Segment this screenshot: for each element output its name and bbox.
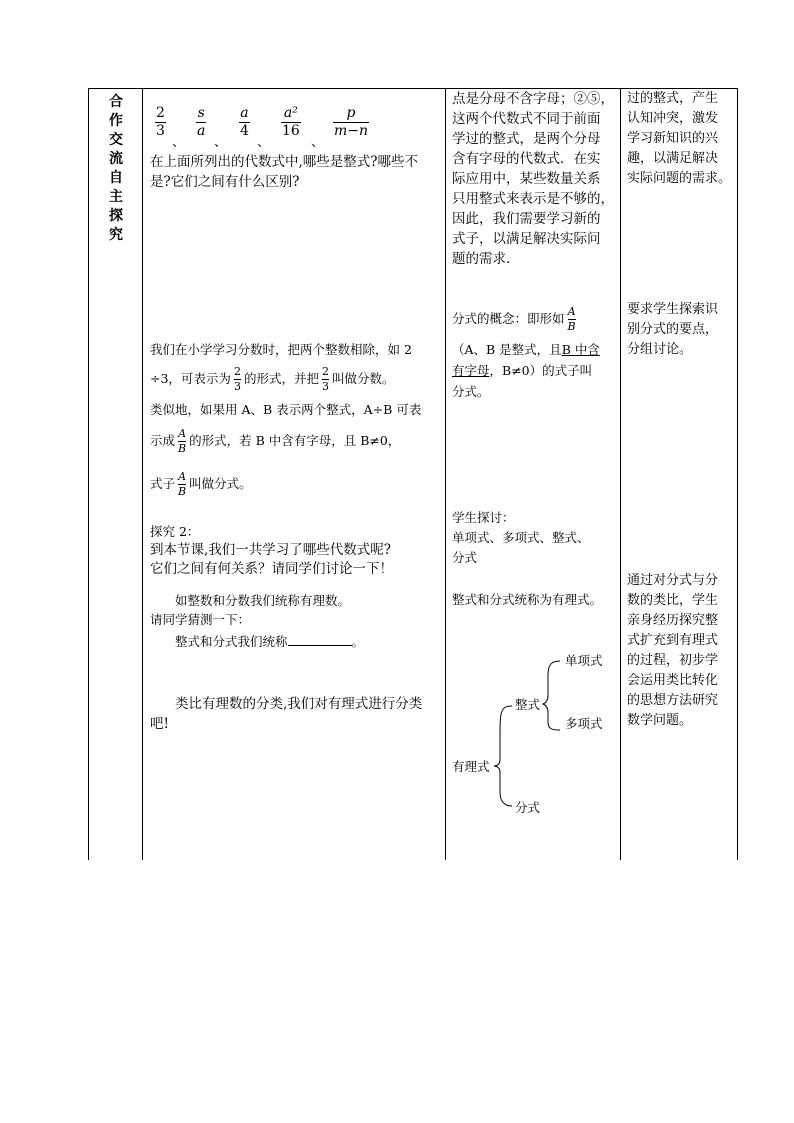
inline-fraction-A-B: $\frac{A}{B}$ [178, 427, 187, 455]
fraction-a-4: a 4 [240, 105, 249, 139]
intent-block-3: 通过对分式与分 数的类比，学生 亲身经历探究整 式扩充到有理式 的过程，初步学 会运用类比转化 的思想方法研究 数学问题。 [627, 573, 719, 728]
question-text: 在上面所列出的代数式中,哪些是整式?哪些不 是?它们之间有什么区别? [150, 154, 419, 190]
fraction-2-3: 2 3 [156, 105, 165, 139]
discussion-text: 学生探讨： 单项式、多项式、整式、 分式 [452, 510, 590, 565]
intent-block-1: 过的整式，产生 认知冲突，激发 学习新知识的兴 趣，以满足解决 实际问题的需求。 [627, 91, 732, 186]
collective-name: 整式和分式统称为有理式。 [452, 592, 603, 607]
concept-text: （A、B 是整式，且B 中含 有字母，B≠0）的式子叫 分式。 [452, 342, 600, 399]
fraction-p-m-n: p m−n [334, 105, 369, 139]
explore-title: 探究 2： [150, 524, 200, 539]
tree-branch-integral: 整式 [515, 697, 541, 712]
fill-in-question: 整式和分式我们统称 。 [175, 634, 365, 649]
stage-label: 合 作 交 流 自 主 探 究 [109, 94, 123, 243]
analogy-line-2: ÷3，可表示为 $\frac{2}{3}$ 的形式，并把 $\frac{2}{3}$ 叫做分数。 [150, 365, 395, 393]
separator: 、 [257, 135, 271, 150]
separator: 、 [172, 135, 186, 150]
explore-text: 到本节课,我们一共学习了哪些代数式呢? 它们之间有何关系？请同学们讨论一下！ [150, 542, 393, 577]
separator: 、 [214, 135, 228, 150]
explore-note-1: 如整数和分数我们统称有理数。 [175, 593, 351, 608]
tree-leaf-polynomial: 多项式 [565, 716, 603, 731]
classify-text: 类比有理数的分类,我们对有理式进行分类 吧! [150, 696, 423, 732]
tree-root-rational: 有理式 [452, 759, 490, 774]
tree-leaf-monomial: 单项式 [565, 653, 603, 668]
separator: 、 [311, 135, 325, 150]
brace-integral [543, 661, 560, 730]
intent-block-2: 要求学生探索识 别分式的要点， 分组讨论。 [627, 302, 719, 357]
analogy-line-5: 式子 $\frac{A}{B}$ 叫做分式。 [150, 470, 252, 498]
inline-fraction-A-B: $\frac{A}{B}$ [567, 305, 576, 333]
fraction-a2-16: a² 16 [282, 105, 300, 139]
concept-line-1: 分式的概念：即形如 $\frac{A}{B}$ [452, 305, 576, 333]
analogy-line-3: 类似地，如果用 A、B 表示两个整式，A÷B 可表 [150, 402, 422, 417]
fraction-s-a: s a [197, 105, 206, 139]
tree-branch-fractional: 分式 [515, 800, 541, 815]
brace-root [494, 706, 512, 806]
analogy-line-4: 示成 $\frac{A}{B}$ 的形式，若 B 中含有字母，且 B≠0， [150, 427, 401, 455]
analogy-line-1: 我们在小学学习分数时，把两个整数相除，如 2 [150, 342, 412, 357]
explore-note-2: 请同学猜测一下： [150, 612, 251, 627]
analysis-text: 点是分母不含字母；②⑤， 这两个代数式不同于前面 学过的整式，是两个分母 含有字母的代数式．在实 际应用中，某些数量关系 只用整式来表示是不够的， 因此，我们需要学习新的 式子，以满足解决实际问 题的需求． [452, 91, 614, 267]
inline-fraction-2-3: $\frac{2}{3}$ [321, 365, 329, 393]
inline-fraction-2-3: $\frac{2}{3}$ [233, 365, 241, 393]
inline-fraction-A-B: $\frac{A}{B}$ [178, 470, 187, 498]
